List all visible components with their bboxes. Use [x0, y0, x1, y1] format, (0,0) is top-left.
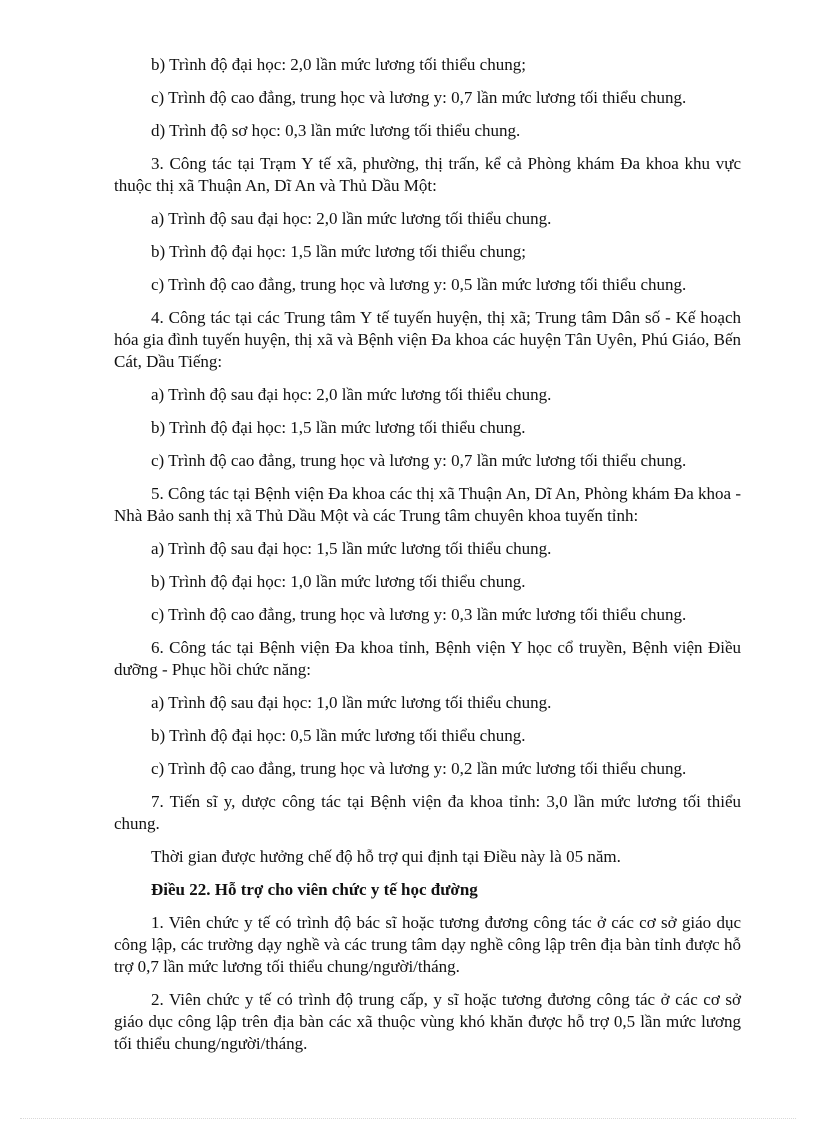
- section-paragraph-7: 7. Tiến sĩ y, dược công tác tại Bệnh viện đa khoa tỉnh: 3,0 lần mức lương tối thiểu chung.: [114, 792, 741, 833]
- list-item: b) Trình độ đại học: 1,5 lần mức lương tối thiểu chung;: [151, 242, 526, 261]
- document-page: [114, 54, 741, 1066]
- duration-paragraph: Thời gian được hưởng chế độ hỗ trợ qui định tại Điều này là 05 năm.: [151, 847, 621, 866]
- section-paragraph-3: 3. Công tác tại Trạm Y tế xã, phường, thị trấn, kể cả Phòng khám Đa khoa khu vực thuộc thị xã Thuận An, Dĩ An và Thủ Dầu Một:: [114, 154, 741, 195]
- list-item: b) Trình độ đại học: 0,5 lần mức lương tối thiểu chung.: [151, 726, 526, 745]
- list-item: b) Trình độ đại học: 2,0 lần mức lương tối thiểu chung;: [151, 55, 526, 74]
- list-item: a) Trình độ sau đại học: 2,0 lần mức lương tối thiểu chung.: [151, 385, 552, 404]
- list-item: c) Trình độ cao đẳng, trung học và lương y: 0,2 lần mức lương tối thiểu chung.: [151, 759, 687, 778]
- section-paragraph-6: 6. Công tác tại Bệnh viện Đa khoa tỉnh, Bệnh viện Y học cổ truyền, Bệnh viện Điều dưỡng - Phục hồi chức năng:: [114, 638, 741, 679]
- article-heading: Điều 22. Hỗ trợ cho viên chức y tế học đường: [151, 880, 478, 899]
- list-item: d) Trình độ sơ học: 0,3 lần mức lương tối thiểu chung.: [151, 121, 521, 140]
- list-item: a) Trình độ sau đại học: 1,5 lần mức lương tối thiểu chung.: [151, 539, 552, 558]
- article-paragraph-1: 1. Viên chức y tế có trình độ bác sĩ hoặc tương đương công tác ở các cơ sở giáo dục công lập, các trường dạy nghề và các trung tâm dạy nghề công lập trên địa bàn tỉnh được hỗ trợ 0,7 lần mức lương tối thiểu chung/người/tháng.: [114, 913, 741, 976]
- list-item: c) Trình độ cao đẳng, trung học và lương y: 0,3 lần mức lương tối thiểu chung.: [151, 605, 687, 624]
- section-paragraph-4: 4. Công tác tại các Trung tâm Y tế tuyến huyện, thị xã; Trung tâm Dân số - Kế hoạch hóa gia đình tuyến huyện, thị xã và Bệnh viện Đa khoa các huyện Tân Uyên, Phú Giáo, Bến Cát, Dầu Tiếng:: [114, 308, 741, 371]
- list-item: b) Trình độ đại học: 1,5 lần mức lương tối thiểu chung.: [151, 418, 526, 437]
- list-item: b) Trình độ đại học: 1,0 lần mức lương tối thiểu chung.: [151, 572, 526, 591]
- list-item: c) Trình độ cao đẳng, trung học và lương y: 0,7 lần mức lương tối thiểu chung.: [151, 451, 687, 470]
- list-item: a) Trình độ sau đại học: 1,0 lần mức lương tối thiểu chung.: [151, 693, 552, 712]
- list-item: a) Trình độ sau đại học: 2,0 lần mức lương tối thiểu chung.: [151, 209, 552, 228]
- list-item: c) Trình độ cao đẳng, trung học và lương y: 0,7 lần mức lương tối thiểu chung.: [151, 88, 687, 107]
- page-bottom-divider: [20, 1118, 796, 1119]
- list-item: c) Trình độ cao đẳng, trung học và lương y: 0,5 lần mức lương tối thiểu chung.: [151, 275, 687, 294]
- article-paragraph-2: 2. Viên chức y tế có trình độ trung cấp, y sĩ hoặc tương đương công tác ở các cơ sở giáo dục công lập trên địa bàn các xã thuộc vùng khó khăn được hỗ trợ 0,5 lần mức lương tối thiểu chung/người/tháng.: [114, 990, 741, 1053]
- section-paragraph-5: 5. Công tác tại Bệnh viện Đa khoa các thị xã Thuận An, Dĩ An, Phòng khám Đa khoa - Nhà Bảo sanh thị xã Thủ Dầu Một và các Trung tâm chuyên khoa tuyến tỉnh:: [114, 484, 741, 525]
